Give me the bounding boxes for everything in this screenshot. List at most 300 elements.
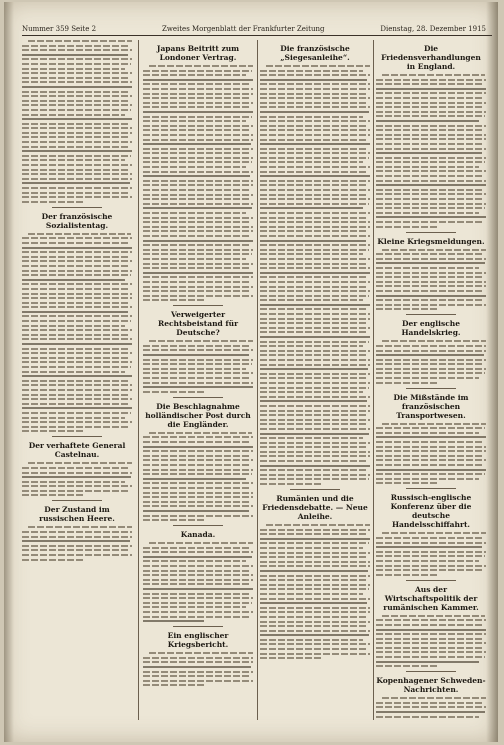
text-line [376,129,483,131]
text-line [260,253,363,255]
text-line [143,203,253,205]
text-line [376,157,486,159]
text-line [260,276,368,278]
text-line [266,524,370,526]
text-line [376,152,482,154]
text-line [143,372,253,374]
text-line [376,299,482,301]
text-line [260,161,363,163]
text-line [376,175,483,177]
text-line [260,134,370,136]
section-divider [406,580,456,581]
article-heading: Die Mißstände im französischen Transportwesen. [393,392,469,420]
text-line [260,474,370,476]
section-divider [173,397,223,398]
text-line [22,472,132,474]
text-line [143,253,252,255]
text-line [376,345,486,347]
section-divider [406,232,456,233]
section-divider [173,305,223,306]
text-line [260,419,370,421]
text-line [143,368,246,370]
text-line [143,235,251,237]
text-line [22,334,129,336]
text-line [260,377,366,379]
text-line [376,295,486,297]
article-heading: Kopenhagener Schweden-Nachrichten. [376,676,486,695]
text-line [376,170,486,172]
text-line [28,526,132,528]
section-divider [406,314,456,315]
text-line [22,182,130,184]
article-body [376,249,486,311]
column-rule [373,40,374,720]
text-line [143,295,253,297]
text-line [143,240,253,242]
text-line [376,706,486,708]
text-line [143,180,253,182]
text-line [22,338,132,340]
text-line [260,552,370,554]
text-line [22,141,132,143]
text-line [149,65,253,67]
text-line [376,97,484,99]
column-2 [143,40,253,720]
text-line [143,680,253,682]
text-line [22,545,132,547]
text-line [260,621,370,623]
text-line [376,459,486,461]
text-line [260,286,366,288]
text-line [22,394,130,396]
text-line [382,74,485,76]
text-line [143,207,252,209]
text-line [22,531,132,533]
text-line [260,460,368,462]
text-line [260,625,366,627]
text-line [260,148,366,150]
text-line [22,196,132,198]
text-line [22,559,83,561]
text-line [260,630,370,632]
text-line [22,270,132,272]
text-line [266,65,370,67]
article-body [376,340,486,383]
text-line [260,281,370,283]
text-line [22,256,130,258]
text-line [260,616,368,618]
text-line [143,83,250,85]
text-line [143,79,253,81]
article-body [143,542,253,622]
text-line [143,359,253,361]
masthead [22,24,492,36]
text-line [143,157,253,159]
text-line [143,666,251,668]
text-line [22,247,132,249]
text-line [22,58,132,60]
text-line [260,382,370,384]
text-line [22,325,125,327]
text-line [22,187,132,189]
text-line [260,336,370,338]
text-line [22,417,125,419]
text-line [22,123,129,125]
text-line [382,697,486,699]
text-line [22,384,132,386]
text-line [143,505,253,507]
text-line [376,363,482,365]
text-line [22,237,132,239]
text-line [260,244,370,246]
text-line [22,274,131,276]
text-line [22,86,132,88]
text-line [260,433,369,435]
text-line [143,290,249,292]
text-line [376,180,486,182]
text-line [260,598,370,600]
text-line [260,235,370,237]
text-line [22,389,132,391]
text-line [260,116,363,118]
text-line [260,364,370,366]
text-line [143,171,253,173]
text-line [143,276,253,278]
text-line [143,345,251,347]
article-body [376,74,486,228]
text-line [22,476,131,478]
text-line [376,546,482,548]
text-line [22,293,132,295]
column-3 [260,40,370,720]
text-line [260,561,370,563]
text-line [22,91,130,93]
text-line [143,194,253,196]
text-line [260,318,370,320]
text-line [260,93,368,95]
text-line [143,501,251,503]
text-line [376,111,486,113]
text-line [143,97,251,99]
text-line [260,565,370,567]
article-body [260,524,370,659]
text-line [260,410,370,412]
text-line [260,588,369,590]
text-line [143,436,253,438]
text-line [260,483,321,485]
text-line [260,547,363,549]
text-line [22,361,132,363]
text-line [376,642,486,644]
text-line [143,88,253,90]
text-line [22,380,129,382]
text-line [143,129,250,131]
text-line [143,134,253,136]
article-body [376,532,486,575]
text-line [376,661,479,663]
article-heading: Aus der Wirtschaftspolitik der rumänischen Kammer. [383,584,479,612]
text-line [376,368,486,370]
text-line [260,313,370,315]
text-line [22,540,130,542]
text-line [143,611,253,613]
text-line [143,189,251,191]
text-line [376,446,486,448]
text-line [376,216,486,218]
text-line [22,403,128,405]
text-line [376,138,486,140]
text-line [260,570,368,572]
text-line [143,258,246,260]
text-line [143,482,253,484]
text-line [22,490,129,492]
text-line [382,340,486,342]
text-line [260,106,370,108]
text-line [143,510,249,512]
text-line [143,391,204,393]
text-line [376,464,482,466]
text-line [260,184,368,186]
text-line [376,106,482,108]
text-line [22,260,132,262]
text-line [143,551,253,553]
text-line [143,593,249,595]
text-line [143,221,250,223]
text-line [22,45,130,47]
text-line [376,716,479,718]
text-line [260,221,370,223]
text-line [260,529,370,531]
text-line [260,304,370,306]
text-line [260,533,366,535]
text-line [260,469,366,471]
article-body [143,432,253,521]
text-line [260,180,370,182]
text-line [22,421,132,423]
text-line [143,286,253,288]
text-line [376,198,482,200]
text-line [22,426,129,428]
text-line [22,412,131,414]
text-line [22,357,128,359]
text-line [260,611,370,613]
text-line [143,267,250,269]
text-line [22,467,128,469]
text-line [260,478,369,480]
text-line [376,359,486,361]
text-line [260,350,370,352]
text-line [376,382,437,384]
text-line [143,441,250,443]
text-line [376,624,483,626]
text-line [22,398,132,400]
text-line [376,134,486,136]
text-line [260,198,370,200]
section-divider [406,388,456,389]
text-line [376,565,486,567]
text-line [260,437,363,439]
text-line [22,407,132,409]
text-line [22,283,132,285]
article-body [22,233,132,433]
text-line [260,290,370,292]
section-divider [406,488,456,489]
text-line [376,432,479,434]
text-line [376,377,479,379]
page-edge-shadow-left [4,2,14,742]
article-heading: Der verhaftete General Castelnau. [28,441,126,460]
text-line [143,299,204,301]
text-line [22,536,132,538]
text-line [143,583,251,585]
text-line [376,308,437,310]
text-line [143,464,249,466]
column-4 [376,40,486,720]
text-line [260,602,367,604]
text-line [143,198,249,200]
text-line [260,102,366,104]
text-line [22,315,132,317]
text-line [143,661,253,663]
text-line [376,651,486,653]
text-line [260,341,369,343]
text-line [143,363,252,365]
text-line [22,311,128,313]
text-line [376,436,486,438]
text-line [376,258,486,260]
text-line [22,481,125,483]
text-line [149,652,253,654]
text-line [143,125,253,127]
article-heading: Der Zustand im russischen Heere. [39,505,115,524]
text-line [260,226,370,228]
text-line [260,579,366,581]
text-line [376,148,486,150]
text-line [22,554,132,556]
text-line [382,532,486,534]
article-heading: Der englische Handelskrieg. [401,319,461,338]
article-heading: Russisch-englische Konferenz über die deutsche Handelsschiffahrt. [390,493,472,530]
text-line [22,132,132,134]
text-line [376,537,484,539]
text-line [22,494,83,496]
text-line [260,354,367,356]
text-line [143,606,246,608]
text-line [376,203,486,205]
text-line [376,267,479,269]
text-line [260,368,368,370]
text-line [22,146,128,148]
text-line [260,83,370,85]
article-body [143,652,253,686]
text-line [376,83,483,85]
text-line [260,308,367,310]
text-line [143,116,252,118]
text-line [149,340,253,342]
text-line [376,702,482,704]
text-line [28,462,132,464]
text-line [260,120,370,122]
text-line [143,230,253,232]
text-line [22,100,128,102]
article-body [22,40,132,203]
article-body [376,423,486,485]
text-line [376,478,479,480]
text-line [22,306,132,308]
page-edge-shadow-right [486,2,498,742]
text-line [376,372,485,374]
text-line [143,496,253,498]
section-divider [173,525,223,526]
text-line [143,556,252,558]
text-line [22,251,132,253]
text-line [260,607,370,609]
text-line [260,455,370,457]
text-line [22,375,132,377]
section-divider [52,207,102,208]
text-line [143,111,253,113]
text-line [376,143,484,145]
page-number: Nummer 359 Seite 2 [22,25,97,33]
text-line [260,295,369,297]
text-line [376,350,486,352]
text-line [260,263,367,265]
article-heading: Kanada. [180,530,216,540]
text-line [260,79,367,81]
text-line [376,262,485,264]
article-body [260,65,370,485]
text-line [22,242,129,244]
text-line [143,455,251,457]
text-line [143,547,249,549]
text-line [376,166,479,168]
text-line [260,391,363,393]
text-line [22,159,125,161]
text-line [260,143,370,145]
text-line [260,240,366,242]
text-line [143,675,249,677]
text-line [376,92,486,94]
text-line [260,327,370,329]
column-rule [138,40,139,720]
text-line [22,164,132,166]
text-line [260,258,370,260]
text-line [376,354,484,356]
text-line [260,272,370,274]
text-line [260,345,363,347]
text-line [143,487,250,489]
text-line [260,414,368,416]
text-line [22,49,132,51]
text-line [143,602,252,604]
text-line [143,217,253,219]
text-line [376,272,486,274]
article-body [376,697,486,720]
article-body [22,462,132,496]
text-line [143,120,246,122]
text-line [260,129,370,131]
text-line [22,279,125,281]
text-line [382,615,485,617]
text-line [143,588,253,590]
text-line [260,405,370,407]
text-line [376,427,485,429]
article-heading: Verweigerter Rechtsbeistand für Deutsche? [157,310,239,338]
text-line [22,352,132,354]
text-line [260,451,370,453]
text-line [260,230,368,232]
text-line [149,542,253,544]
